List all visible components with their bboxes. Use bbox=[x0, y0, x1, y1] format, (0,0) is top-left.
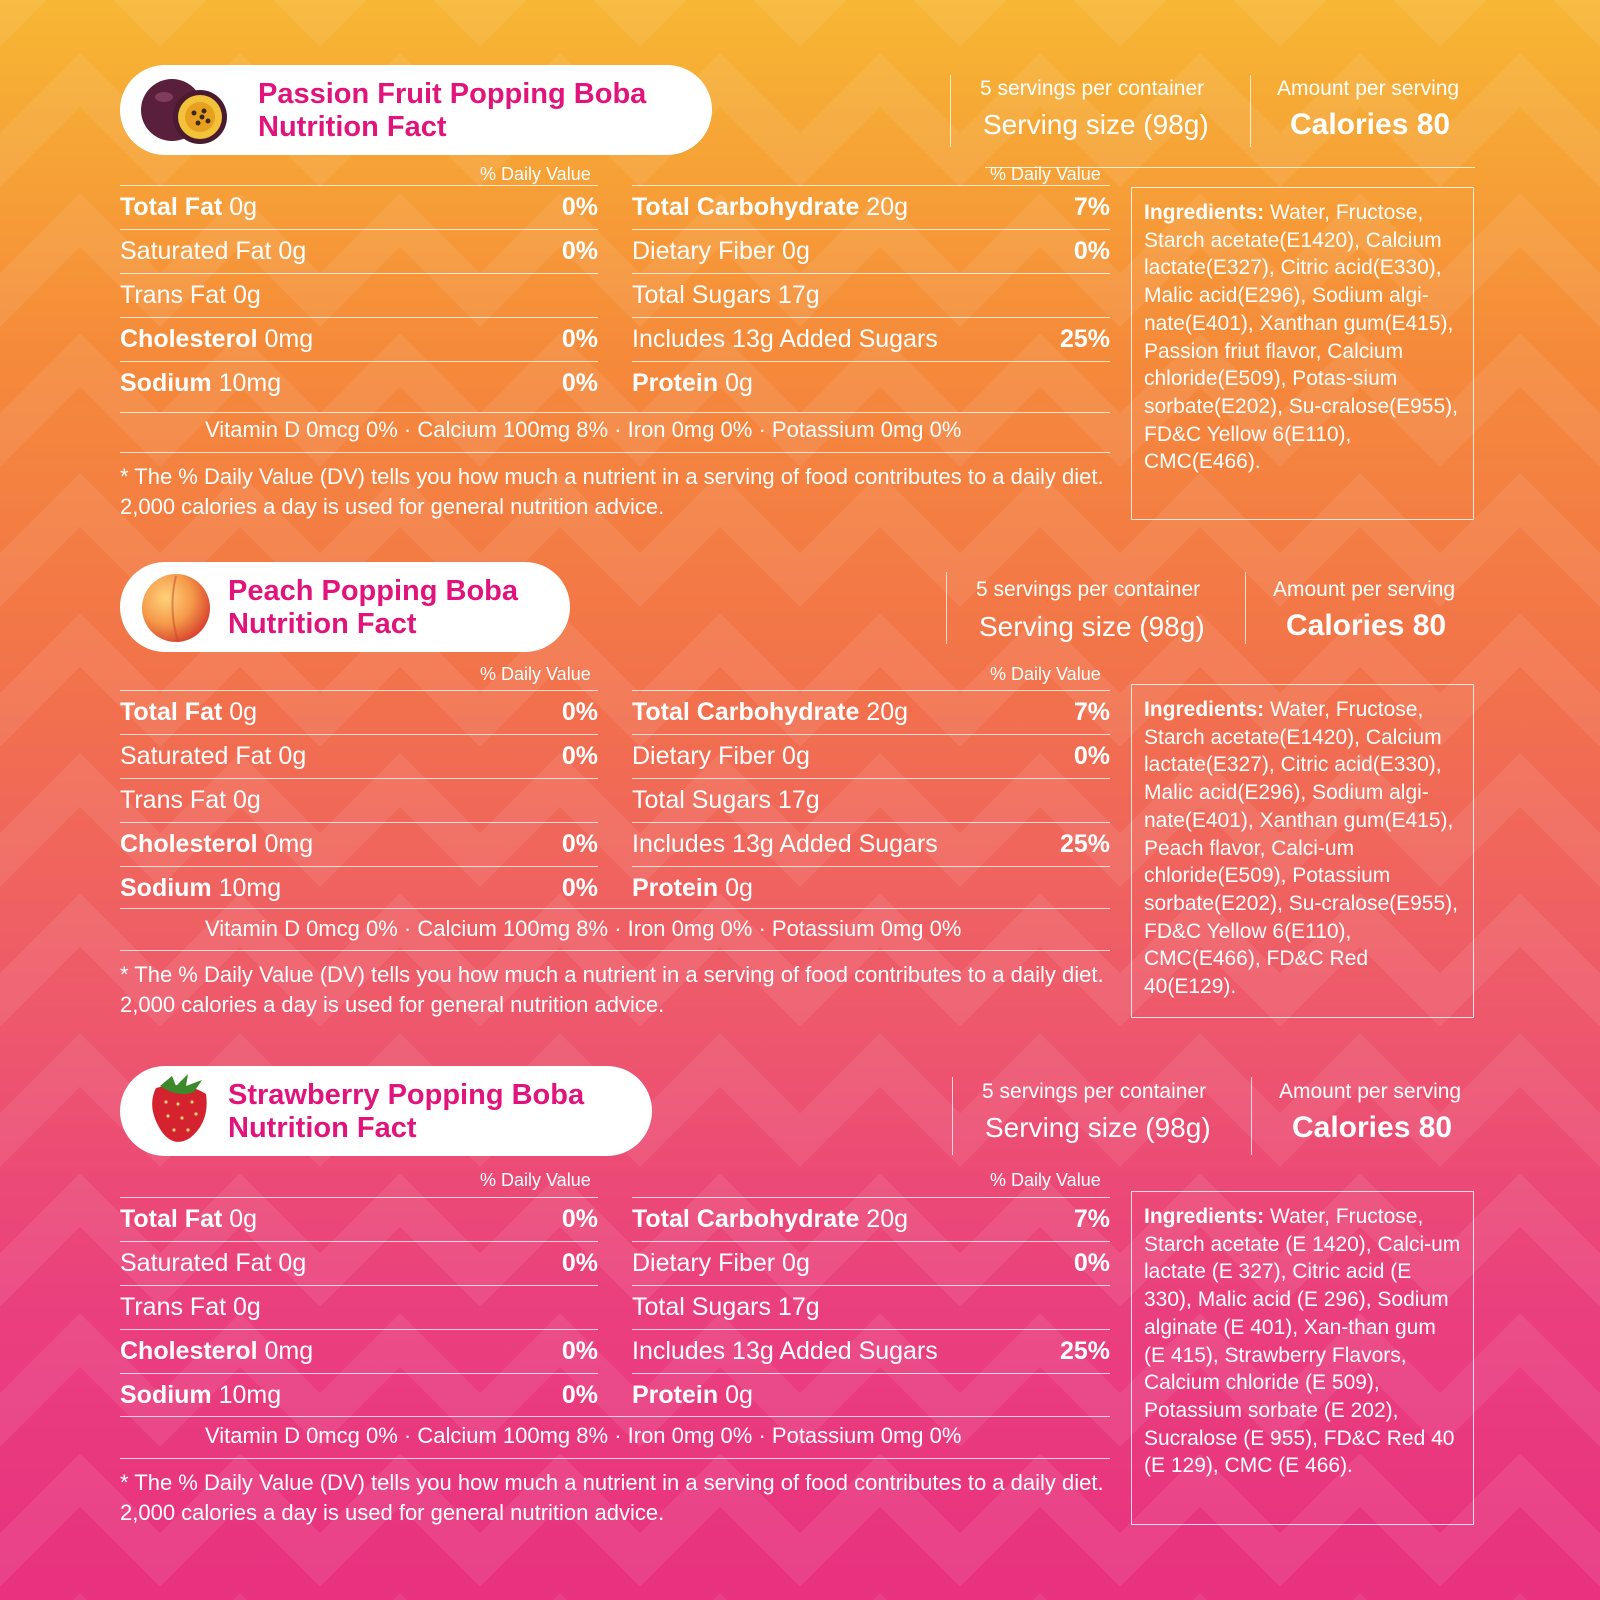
nutrient-row bbox=[120, 185, 598, 229]
daily-value-header-left: % Daily Value bbox=[480, 164, 591, 184]
nutrient-daily-value: 7% bbox=[1073, 1205, 1110, 1233]
nutrient-daily-value: 0% bbox=[561, 1249, 598, 1277]
nutrient-amount: 20g bbox=[859, 1205, 909, 1233]
nutrient-daily-value: 0% bbox=[561, 742, 598, 770]
vitamins-rule-top bbox=[120, 412, 1110, 413]
nutrient-daily-value: 0% bbox=[1073, 1249, 1110, 1277]
nutrient-row bbox=[632, 1285, 1110, 1329]
nutrient-row bbox=[632, 273, 1110, 317]
nutrient-row bbox=[632, 229, 1110, 273]
product-title-pill bbox=[120, 562, 570, 652]
nutrient-column-right bbox=[632, 1197, 1110, 1417]
nutrient-row bbox=[632, 866, 1110, 910]
product-title: Peach Popping Boba Nutrition Fact bbox=[228, 575, 519, 640]
nutrient-daily-value: 0% bbox=[561, 830, 598, 858]
nutrient-name: Saturated Fat bbox=[120, 1249, 272, 1277]
daily-value-header-right: % Daily Value bbox=[990, 664, 1101, 684]
nutrient-amount: 0mg bbox=[257, 1337, 314, 1365]
nutrient-row bbox=[632, 1197, 1110, 1241]
nutrient-row bbox=[632, 822, 1110, 866]
nutrient-row bbox=[120, 361, 598, 405]
nutrient-daily-value: 0% bbox=[1073, 237, 1110, 265]
nutrient-name: Sodium bbox=[120, 1381, 212, 1409]
serving-info-divider bbox=[950, 75, 951, 147]
nutrient-name: Dietary Fiber bbox=[632, 742, 776, 770]
nutrient-daily-value: 0% bbox=[561, 193, 598, 221]
nutrient-name: Total Carbohydrate bbox=[632, 698, 860, 726]
strawberry-icon bbox=[138, 1074, 228, 1148]
nutrient-daily-value: 0% bbox=[561, 369, 598, 397]
nutrient-row bbox=[120, 778, 598, 822]
daily-value-footnote: * The % Daily Value (DV) tells you how much a nutrient in a serving of food contributes to a daily diet. 2,000 calories a day is used for general nutrition advice. bbox=[120, 962, 1104, 1017]
nutrient-daily-value: 25% bbox=[1059, 830, 1110, 858]
nutrient-name: Total Carbohydrate bbox=[632, 1205, 860, 1233]
daily-value-header-left: % Daily Value bbox=[480, 664, 591, 684]
nutrient-daily-value: 0% bbox=[561, 1381, 598, 1409]
nutrient-name: Dietary Fiber bbox=[632, 1249, 776, 1277]
vitamins-line: Vitamin D 0mcg 0% · Calcium 100mg 8% · Iron 0mg 0% · Potassium 0mg 0% bbox=[205, 1423, 962, 1448]
nutrient-amount: 0g bbox=[226, 281, 261, 309]
ingredients-label: Ingredients: bbox=[1144, 1205, 1265, 1228]
daily-value-footnote: * The % Daily Value (DV) tells you how much a nutrient in a serving of food contributes to a daily diet. 2,000 calories a day is used for general nutrition advice. bbox=[120, 1470, 1104, 1525]
nutrient-row bbox=[120, 822, 598, 866]
nutrition-section-strawberry bbox=[0, 1066, 1600, 1546]
nutrient-row bbox=[632, 1329, 1110, 1373]
chevron-stripe bbox=[0, 0, 1600, 20]
nutrient-row bbox=[120, 690, 598, 734]
nutrient-daily-value: 0% bbox=[561, 698, 598, 726]
serving-info-divider bbox=[946, 572, 947, 644]
calories-divider bbox=[1250, 75, 1251, 147]
nutrient-daily-value: 0% bbox=[561, 874, 598, 902]
nutrient-row bbox=[632, 1373, 1110, 1417]
serving-size: Serving size (98g) bbox=[979, 611, 1205, 642]
nutrient-name: Includes 13g Added Sugars bbox=[632, 325, 938, 353]
nutrient-row bbox=[120, 1197, 598, 1241]
nutrient-daily-value: 7% bbox=[1073, 698, 1110, 726]
nutrient-row bbox=[632, 185, 1110, 229]
nutrient-row bbox=[120, 1373, 598, 1417]
nutrient-row bbox=[120, 734, 598, 778]
nutrient-column-right bbox=[632, 185, 1110, 405]
nutrient-amount: 0g bbox=[718, 874, 753, 902]
nutrient-name: Saturated Fat bbox=[120, 742, 272, 770]
nutrient-name: Includes 13g Added Sugars bbox=[632, 830, 938, 858]
nutrient-row bbox=[632, 361, 1110, 405]
amount-per-serving: Amount per serving bbox=[1277, 77, 1460, 100]
nutrient-daily-value: 0% bbox=[561, 325, 598, 353]
peach-icon bbox=[138, 570, 228, 644]
nutrient-amount: 0g bbox=[271, 742, 307, 770]
nutrient-amount: 0g bbox=[226, 786, 261, 814]
passion-fruit-icon bbox=[138, 73, 228, 147]
daily-value-header-right: % Daily Value bbox=[990, 1170, 1101, 1190]
nutrient-amount: 0g bbox=[222, 193, 258, 221]
serving-size: Serving size (98g) bbox=[983, 109, 1209, 140]
vitamins-line: Vitamin D 0mcg 0% · Calcium 100mg 8% · Iron 0mg 0% · Potassium 0mg 0% bbox=[205, 417, 962, 442]
nutrient-amount: 0g bbox=[775, 237, 810, 265]
vitamins-rule-bottom bbox=[120, 950, 1110, 951]
ingredients-label: Ingredients: bbox=[1144, 201, 1265, 224]
nutrient-amount: 17g bbox=[770, 786, 820, 814]
nutrient-daily-value: 25% bbox=[1059, 325, 1110, 353]
ingredients-label: Ingredients: bbox=[1144, 698, 1265, 721]
nutrient-name: Total Fat bbox=[120, 1205, 223, 1233]
nutrient-row bbox=[120, 1329, 598, 1373]
vitamins-rule-top bbox=[120, 908, 1110, 909]
calories: Calories 80 bbox=[1286, 609, 1447, 642]
nutrient-name: Sodium bbox=[120, 369, 212, 397]
nutrient-name: Total Sugars bbox=[632, 1293, 771, 1321]
nutrient-daily-value: 0% bbox=[561, 1205, 598, 1233]
vitamins-line: Vitamin D 0mcg 0% · Calcium 100mg 8% · Iron 0mg 0% · Potassium 0mg 0% bbox=[205, 916, 962, 941]
nutrient-amount: 20g bbox=[859, 193, 909, 221]
nutrient-row bbox=[120, 273, 598, 317]
nutrient-amount: 0g bbox=[271, 237, 307, 265]
nutrient-amount: 10mg bbox=[211, 369, 282, 397]
nutrient-column-left bbox=[120, 1197, 598, 1417]
nutrient-amount: 10mg bbox=[211, 874, 282, 902]
ingredients-text: Water, Fructose, Starch acetate(E1420), Calcium lactate(E327), Citric acid(E330), Malic acid(E296), Sodium algi-nate(E401), Xanthan gum(E415), Peach flavor, Calci-um chloride(E509), Potassium sorbate(E202), Su-cralose(E955), FD&C Yellow 6(E110), CMC(E466), FD&C Red 40(E129). bbox=[1144, 698, 1458, 999]
nutrient-daily-value: 0% bbox=[561, 237, 598, 265]
ingredients-text: Water, Fructose, Starch acetate (E 1420), Calci-um lactate (E 327), Citric acid (E 330), Malic acid (E 296), Sodium alginate (E 401), Xan-than gum (E 415), Strawberry Flavors, Calcium chloride (E 509), Potassium sorbate (E 202), Sucralose (E 955), FD&C Red 40 (E 129), CMC (E 466). bbox=[1144, 1205, 1461, 1478]
nutrient-name: Trans Fat bbox=[120, 1293, 227, 1321]
nutrient-daily-value: 0% bbox=[561, 1337, 598, 1365]
calories: Calories 80 bbox=[1292, 1111, 1453, 1144]
serving-info-divider bbox=[952, 1077, 953, 1155]
nutrient-name: Protein bbox=[632, 369, 719, 397]
vitamins-rule-bottom bbox=[120, 452, 1110, 453]
daily-value-header-right: % Daily Value bbox=[990, 164, 1101, 184]
nutrient-amount: 0g bbox=[271, 1249, 307, 1277]
nutrient-amount: 0g bbox=[222, 698, 258, 726]
ingredients-box bbox=[1131, 684, 1474, 1018]
daily-value-footnote: * The % Daily Value (DV) tells you how much a nutrient in a serving of food contributes to a daily diet. 2,000 calories a day is used for general nutrition advice. bbox=[120, 464, 1104, 519]
daily-value-header-left: % Daily Value bbox=[480, 1170, 591, 1190]
nutrient-row bbox=[120, 317, 598, 361]
nutrition-section-passion-fruit bbox=[0, 65, 1600, 545]
nutrient-row bbox=[632, 778, 1110, 822]
nutrient-name: Trans Fat bbox=[120, 281, 227, 309]
product-title: Passion Fruit Popping Boba Nutrition Fact bbox=[258, 78, 647, 143]
nutrient-name: Total Fat bbox=[120, 193, 223, 221]
nutrient-amount: 0g bbox=[718, 1381, 753, 1409]
nutrient-amount: 0g bbox=[222, 1205, 258, 1233]
nutrient-name: Total Fat bbox=[120, 698, 223, 726]
nutrient-amount: 0mg bbox=[257, 830, 314, 858]
nutrient-name: Total Sugars bbox=[632, 281, 771, 309]
servings-per-container: 5 servings per container bbox=[982, 1080, 1207, 1103]
nutrient-name: Saturated Fat bbox=[120, 237, 272, 265]
nutrient-row bbox=[632, 1241, 1110, 1285]
product-title: Strawberry Popping Boba Nutrition Fact bbox=[228, 1079, 585, 1144]
nutrient-amount: 0g bbox=[718, 369, 753, 397]
ingredients-box bbox=[1131, 1191, 1474, 1525]
nutrient-name: Dietary Fiber bbox=[632, 237, 776, 265]
nutrient-row bbox=[120, 1285, 598, 1329]
nutrient-amount: 0g bbox=[775, 1249, 810, 1277]
calories: Calories 80 bbox=[1290, 108, 1451, 141]
vitamins-rule-bottom bbox=[120, 1458, 1110, 1459]
nutrient-row bbox=[632, 690, 1110, 734]
nutrient-daily-value: 7% bbox=[1073, 193, 1110, 221]
amount-per-serving: Amount per serving bbox=[1279, 1080, 1462, 1103]
nutrition-section-peach bbox=[0, 562, 1600, 1042]
product-title-pill bbox=[120, 65, 712, 155]
nutrient-column-left bbox=[120, 690, 598, 910]
amount-per-serving: Amount per serving bbox=[1273, 578, 1456, 601]
nutrient-daily-value: 0% bbox=[1073, 742, 1110, 770]
nutrient-name: Protein bbox=[632, 874, 719, 902]
nutrient-column-left bbox=[120, 185, 598, 405]
nutrient-name: Cholesterol bbox=[120, 1337, 258, 1365]
nutrient-row bbox=[120, 866, 598, 910]
nutrient-row bbox=[120, 1241, 598, 1285]
ingredients-box bbox=[1131, 187, 1474, 520]
nutrient-name: Includes 13g Added Sugars bbox=[632, 1337, 938, 1365]
nutrient-name: Protein bbox=[632, 1381, 719, 1409]
ingredients-text: Water, Fructose, Starch acetate(E1420), Calcium lactate(E327), Citric acid(E330), Malic acid(E296), Sodium algi-nate(E401), Xanthan gum(E415), Passion friut flavor, Calcium chloride(E509), Potas-sium sorbate(E202), Su-cralose(E955), FD&C Yellow 6(E110), CMC(E466). bbox=[1144, 201, 1458, 474]
nutrient-amount: 0g bbox=[775, 742, 810, 770]
nutrient-name: Cholesterol bbox=[120, 325, 258, 353]
nutrient-name: Sodium bbox=[120, 874, 212, 902]
nutrient-name: Total Carbohydrate bbox=[632, 193, 860, 221]
product-title-pill bbox=[120, 1066, 652, 1156]
vitamins-rule-top bbox=[120, 1416, 1110, 1417]
calories-divider bbox=[1245, 572, 1246, 644]
nutrient-amount: 20g bbox=[859, 698, 909, 726]
nutrient-name: Trans Fat bbox=[120, 786, 227, 814]
nutrient-amount: 0g bbox=[226, 1293, 261, 1321]
nutrient-row bbox=[632, 317, 1110, 361]
nutrient-amount: 17g bbox=[770, 1293, 820, 1321]
servings-per-container: 5 servings per container bbox=[980, 77, 1205, 100]
nutrient-row bbox=[120, 229, 598, 273]
nutrient-amount: 0mg bbox=[257, 325, 314, 353]
serving-size: Serving size (98g) bbox=[985, 1112, 1211, 1143]
nutrient-amount: 17g bbox=[770, 281, 820, 309]
nutrient-daily-value: 25% bbox=[1059, 1337, 1110, 1365]
nutrient-amount: 10mg bbox=[211, 1381, 282, 1409]
nutrient-name: Cholesterol bbox=[120, 830, 258, 858]
nutrient-column-right bbox=[632, 690, 1110, 910]
servings-per-container: 5 servings per container bbox=[976, 578, 1201, 601]
nutrient-row bbox=[632, 734, 1110, 778]
calories-divider bbox=[1251, 1077, 1252, 1155]
nutrient-name: Total Sugars bbox=[632, 786, 771, 814]
